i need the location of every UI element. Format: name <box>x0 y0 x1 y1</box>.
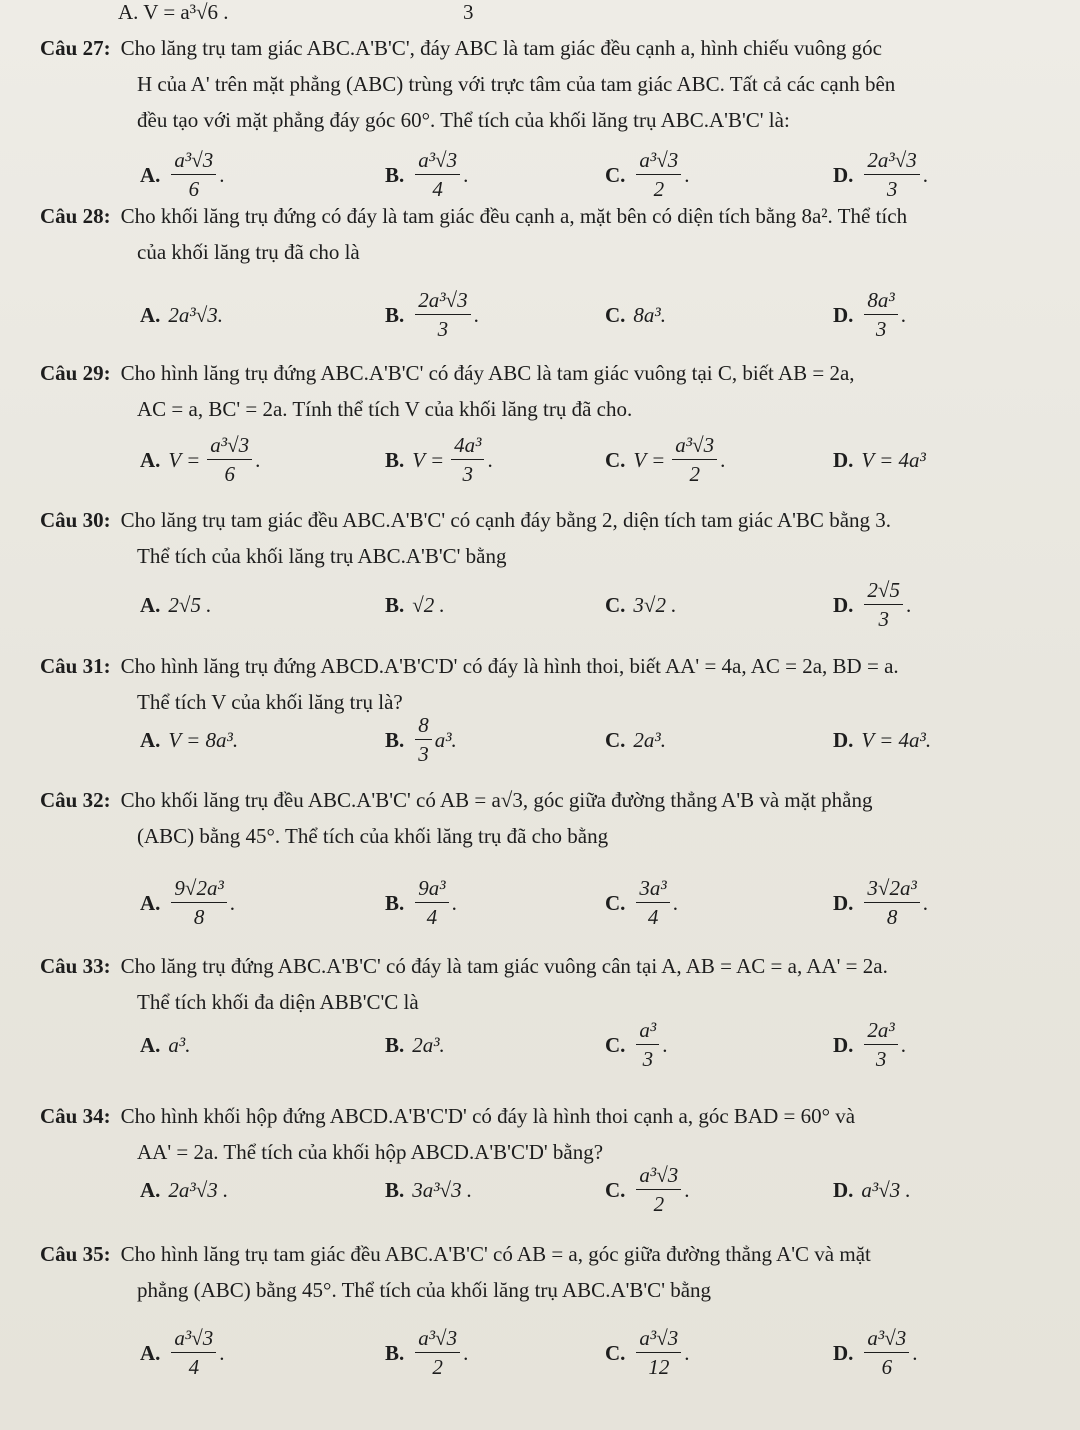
option-label: D. <box>833 162 854 187</box>
option-fraction <box>636 1328 681 1378</box>
option-label: C. <box>605 447 626 472</box>
fraction-denominator: 6 <box>188 177 200 201</box>
question-text: Cho hình lăng trụ tam giác đều ABC.A'B'C' có AB = a, góc giữa đường thẳng A'C và mặt <box>120 1242 871 1266</box>
question-number: Câu 31: <box>40 654 111 678</box>
option-label: D. <box>833 1340 854 1365</box>
option-prefix: V = <box>633 447 666 472</box>
option-label: A. <box>140 162 161 187</box>
option-fraction <box>415 1328 460 1378</box>
question-text: Cho khối lăng trụ đứng có đáy là tam giác đều cạnh a, mặt bên có diện tích bằng 8a². Thể tích <box>120 204 908 228</box>
answer-option[interactable] <box>605 575 676 635</box>
question-number: Câu 33: <box>40 954 111 978</box>
fraction-denominator: 8 <box>886 905 898 929</box>
fraction-numerator: 3a³ <box>636 878 669 903</box>
option-fraction <box>636 878 669 928</box>
fraction-denominator: 3 <box>875 317 887 341</box>
option-fraction <box>864 580 903 630</box>
fraction-numerator: 3√2a³ <box>864 878 919 903</box>
fraction-numerator: 2a³√3 <box>864 150 919 175</box>
fraction-numerator: 2a³ <box>864 1020 897 1045</box>
fraction-numerator: a³√3 <box>672 435 717 460</box>
option-period: . <box>905 592 912 617</box>
fraction-denominator: 4 <box>188 1355 200 1379</box>
answer-option[interactable] <box>385 873 457 933</box>
question-stem <box>40 30 1058 138</box>
fraction-numerator: 2a³√3 <box>415 290 470 315</box>
question-stem-line <box>40 648 1058 684</box>
fraction-numerator: a³√3 <box>636 1328 681 1353</box>
option-fraction <box>864 878 919 928</box>
answer-option[interactable] <box>385 1160 472 1220</box>
answer-option[interactable] <box>833 430 926 490</box>
question-stem-line <box>40 538 1058 574</box>
fraction-denominator: 2 <box>689 462 700 486</box>
option-value: a³. <box>168 1032 191 1057</box>
option-fraction <box>415 878 448 928</box>
fraction-denominator: 4 <box>432 177 443 201</box>
option-period: . <box>662 1032 668 1057</box>
question-text: Cho hình lăng trụ đứng ABC.A'B'C' có đáy ABC là tam giác vuông tại C, biết AB = 2a, <box>120 361 855 385</box>
answer-option[interactable] <box>605 430 725 490</box>
answer-option[interactable] <box>833 575 911 635</box>
option-period: . <box>900 302 906 327</box>
fraction-denominator: 2 <box>432 1355 443 1379</box>
option-fraction <box>636 1165 681 1215</box>
question-stem-line <box>40 102 1058 138</box>
answer-option[interactable] <box>833 145 928 205</box>
option-label: D. <box>833 447 854 472</box>
option-period: . <box>720 447 726 472</box>
answer-option[interactable] <box>385 1015 445 1075</box>
option-value: 2a³√3. <box>168 302 223 327</box>
option-period: . <box>922 162 928 187</box>
option-fraction <box>864 1020 897 1070</box>
question-stem-line <box>40 782 1058 818</box>
answer-option[interactable] <box>140 1160 228 1220</box>
answer-option[interactable] <box>605 710 666 770</box>
option-period: . <box>229 890 235 915</box>
fraction-numerator: 4a³ <box>451 435 484 460</box>
answer-option[interactable] <box>140 1015 190 1075</box>
question-number: Câu 32: <box>40 788 111 812</box>
answer-option[interactable] <box>385 1323 468 1383</box>
question-text: Thể tích khối đa diện ABB'C'C là <box>137 990 419 1014</box>
answer-option[interactable] <box>385 285 479 345</box>
option-label: B. <box>385 727 405 752</box>
question-stem-line <box>40 391 1058 427</box>
answer-option[interactable] <box>833 1160 911 1220</box>
option-fraction <box>636 1020 659 1070</box>
fraction-numerator: a³√3 <box>415 150 460 175</box>
fraction-denominator: 6 <box>881 1355 893 1379</box>
question-stem-line <box>40 818 1058 854</box>
option-fraction <box>415 150 460 200</box>
answer-option[interactable] <box>605 1160 690 1220</box>
option-value: a³√3 . <box>861 1177 911 1202</box>
option-label: A. <box>140 592 161 617</box>
option-period: . <box>463 1340 469 1365</box>
fraction-numerator: a³√3 <box>171 150 216 175</box>
fraction-denominator: 3 <box>875 1047 887 1071</box>
option-label: C. <box>605 162 626 187</box>
option-label: D. <box>833 1177 854 1202</box>
option-label: B. <box>385 162 405 187</box>
option-label: A. <box>140 890 161 915</box>
fraction-numerator: 8 <box>415 715 432 740</box>
question-text: AC = a, BC' = 2a. Tính thể tích V của khối lăng trụ đã cho. <box>137 397 633 421</box>
question-text: Cho hình lăng trụ đứng ABCD.A'B'C'D' có đáy là hình thoi, biết AA' = 4a, AC = 2a, BD = a. <box>120 654 899 678</box>
question-number: Câu 35: <box>40 1242 111 1266</box>
question-stem-line <box>40 234 1058 270</box>
option-fraction <box>415 715 432 765</box>
fraction-numerator: a³√3 <box>415 1328 460 1353</box>
option-fraction <box>207 435 252 485</box>
option-label: A. <box>140 447 161 472</box>
answer-option[interactable] <box>385 145 468 205</box>
option-label: D. <box>833 1032 854 1057</box>
question-text: phẳng (ABC) bằng 45°. Thể tích của khối lăng trụ ABC.A'B'C' bằng <box>137 1278 712 1302</box>
question-text: H của A' trên mặt phẳng (ABC) trùng với trực tâm của tam giác ABC. Tất cả các cạnh bên <box>137 72 896 96</box>
answer-option[interactable] <box>833 710 931 770</box>
fraction-numerator: a³√3 <box>636 150 681 175</box>
question-stem-line <box>40 948 1058 984</box>
option-period: . <box>219 1340 225 1365</box>
option-period: . <box>473 302 479 327</box>
option-label: D. <box>833 302 854 327</box>
question-number: Câu 34: <box>40 1104 111 1128</box>
question-stem-line <box>40 30 1058 66</box>
option-label: C. <box>605 1340 626 1365</box>
previous-question-tail <box>118 0 474 25</box>
question-text: (ABC) bằng 45°. Thể tích của khối lăng trụ đã cho bằng <box>137 824 609 848</box>
option-fraction <box>864 150 919 200</box>
option-period: . <box>219 162 225 187</box>
fraction-denominator: 2 <box>653 1192 665 1216</box>
option-value: 2a³√3 . <box>168 1177 229 1202</box>
fraction-denominator: 3 <box>437 317 449 341</box>
fraction-denominator: 12 <box>648 1355 670 1379</box>
answer-option[interactable] <box>833 285 906 345</box>
option-label: D. <box>833 592 854 617</box>
option-label: A. <box>140 1032 161 1057</box>
option-label: C. <box>605 890 626 915</box>
option-period: . <box>672 890 678 915</box>
question-stem-line <box>40 502 1058 538</box>
option-label: C. <box>605 592 626 617</box>
previous-option-a: A. V = a³√6 . <box>118 0 229 24</box>
question-text: Thể tích của khối lăng trụ ABC.A'B'C' bằng <box>137 544 507 568</box>
fraction-denominator: 3 <box>418 742 429 766</box>
question-text: của khối lăng trụ đã cho là <box>137 240 360 264</box>
question-text: Cho lăng trụ tam giác đều ABC.A'B'C' có cạnh đáy bằng 2, diện tích tam giác A'BC bằng 3. <box>120 508 892 532</box>
option-prefix: V = <box>412 447 445 472</box>
question-text: AA' = 2a. Thể tích của khối hộp ABCD.A'B'C'D' bằng? <box>137 1140 604 1164</box>
question-stem <box>40 198 1058 270</box>
option-fraction <box>171 150 216 200</box>
option-fraction <box>415 290 470 340</box>
option-label: C. <box>605 302 626 327</box>
option-value: 2√5 . <box>168 592 212 617</box>
option-period: . <box>912 1340 918 1365</box>
option-value: V = 4a³. <box>861 727 932 752</box>
option-value: 8a³. <box>633 302 666 327</box>
fraction-numerator: a³√3 <box>636 1165 681 1190</box>
question-stem <box>40 355 1058 427</box>
question-text: đều tạo với mặt phẳng đáy góc 60°. Thể tích của khối lăng trụ ABC.A'B'C' là: <box>137 108 790 132</box>
option-label: D. <box>833 727 854 752</box>
fraction-numerator: a³√3 <box>207 435 252 460</box>
answer-option[interactable] <box>385 710 457 770</box>
fraction-denominator: 3 <box>878 607 889 631</box>
option-period: . <box>463 162 469 187</box>
question-text: Cho hình khối hộp đứng ABCD.A'B'C'D' có đáy là hình thoi cạnh a, góc BAD = 60° và <box>120 1104 856 1128</box>
answer-option[interactable] <box>385 430 493 490</box>
answer-option[interactable] <box>140 710 238 770</box>
option-fraction <box>171 1328 216 1378</box>
question-stem-line <box>40 355 1058 391</box>
option-suffix: a³. <box>434 727 457 752</box>
fraction-numerator: 9a³ <box>415 878 448 903</box>
option-value: V = 8a³. <box>168 727 239 752</box>
option-fraction <box>636 150 681 200</box>
fraction-numerator: 2√5 <box>864 580 903 605</box>
option-label: C. <box>605 1177 626 1202</box>
option-label: B. <box>385 592 405 617</box>
fraction-denominator: 4 <box>426 905 438 929</box>
fraction-numerator: a³ <box>636 1020 659 1045</box>
previous-fraction-denominator: 3 <box>463 0 474 24</box>
fraction-denominator: 3 <box>462 462 474 486</box>
option-label: D. <box>833 890 854 915</box>
option-label: A. <box>140 302 161 327</box>
option-label: A. <box>140 1340 161 1365</box>
option-label: B. <box>385 447 405 472</box>
question-text: Cho khối lăng trụ đều ABC.A'B'C' có AB = a√3, góc giữa đường thẳng A'B và mặt phẳng <box>120 788 873 812</box>
question-stem-line <box>40 198 1058 234</box>
option-label: B. <box>385 1340 405 1365</box>
question-stem-line <box>40 1236 1058 1272</box>
question-stem-line <box>40 1098 1058 1134</box>
option-label: B. <box>385 1177 405 1202</box>
question-stem <box>40 502 1058 574</box>
answer-option[interactable] <box>833 1323 918 1383</box>
fraction-denominator: 3 <box>642 1047 654 1071</box>
question-number: Câu 29: <box>40 361 111 385</box>
question-number: Câu 27: <box>40 36 111 60</box>
option-period: . <box>684 162 690 187</box>
question-text: Cho lăng trụ tam giác ABC.A'B'C', đáy ABC là tam giác đều cạnh a, hình chiếu vuông góc <box>120 36 882 60</box>
option-value: V = 4a³ <box>861 447 926 472</box>
question-stem-line <box>40 1272 1058 1308</box>
fraction-denominator: 6 <box>224 462 235 486</box>
question-stem <box>40 782 1058 854</box>
option-fraction <box>171 878 226 928</box>
option-value: 3√2 . <box>633 592 677 617</box>
option-period: . <box>922 890 928 915</box>
option-label: B. <box>385 890 405 915</box>
question-text: Cho lăng trụ đứng ABC.A'B'C' có đáy là tam giác vuông cân tại A, AB = AC = a, AA' = 2a. <box>120 954 888 978</box>
option-period: . <box>684 1177 690 1202</box>
fraction-denominator: 2 <box>653 177 665 201</box>
option-period: . <box>451 890 457 915</box>
answer-option[interactable] <box>833 873 928 933</box>
option-period: . <box>900 1032 906 1057</box>
question-stem <box>40 948 1058 1020</box>
option-period: . <box>684 1340 690 1365</box>
answer-option[interactable] <box>605 145 690 205</box>
answer-option[interactable] <box>605 285 666 345</box>
fraction-numerator: 8a³ <box>864 290 897 315</box>
answer-option[interactable] <box>140 145 225 205</box>
fraction-numerator: a³√3 <box>171 1328 216 1353</box>
option-value: 2a³. <box>633 727 666 752</box>
answer-option[interactable] <box>385 575 445 635</box>
question-stem <box>40 1236 1058 1308</box>
fraction-denominator: 4 <box>647 905 659 929</box>
option-value: √2 . <box>412 592 445 617</box>
answer-option[interactable] <box>605 1015 667 1075</box>
answer-option[interactable] <box>140 873 235 933</box>
fraction-denominator: 8 <box>193 905 205 929</box>
option-fraction <box>864 290 897 340</box>
option-label: A. <box>140 727 161 752</box>
answer-option[interactable] <box>140 575 211 635</box>
fraction-denominator: 3 <box>886 177 898 201</box>
answer-option[interactable] <box>140 430 260 490</box>
option-prefix: V = <box>168 447 201 472</box>
fraction-numerator: 9√2a³ <box>171 878 226 903</box>
option-label: C. <box>605 1032 626 1057</box>
answer-option[interactable] <box>605 1323 690 1383</box>
option-fraction <box>451 435 484 485</box>
answer-option[interactable] <box>140 1323 225 1383</box>
option-period: . <box>255 447 261 472</box>
option-label: B. <box>385 1032 405 1057</box>
option-period: . <box>487 447 493 472</box>
option-label: C. <box>605 727 626 752</box>
answer-option[interactable] <box>605 873 678 933</box>
option-value: 2a³. <box>412 1032 445 1057</box>
option-label: B. <box>385 302 405 327</box>
option-value: 3a³√3 . <box>412 1177 473 1202</box>
option-fraction <box>672 435 717 485</box>
question-number: Câu 30: <box>40 508 111 532</box>
question-text: Thể tích V của khối lăng trụ là? <box>137 690 403 714</box>
answer-option[interactable] <box>140 285 223 345</box>
question-stem-line <box>40 66 1058 102</box>
option-label: A. <box>140 1177 161 1202</box>
question-number: Câu 28: <box>40 204 111 228</box>
fraction-numerator: a³√3 <box>864 1328 909 1353</box>
answer-option[interactable] <box>833 1015 906 1075</box>
option-fraction <box>864 1328 909 1378</box>
